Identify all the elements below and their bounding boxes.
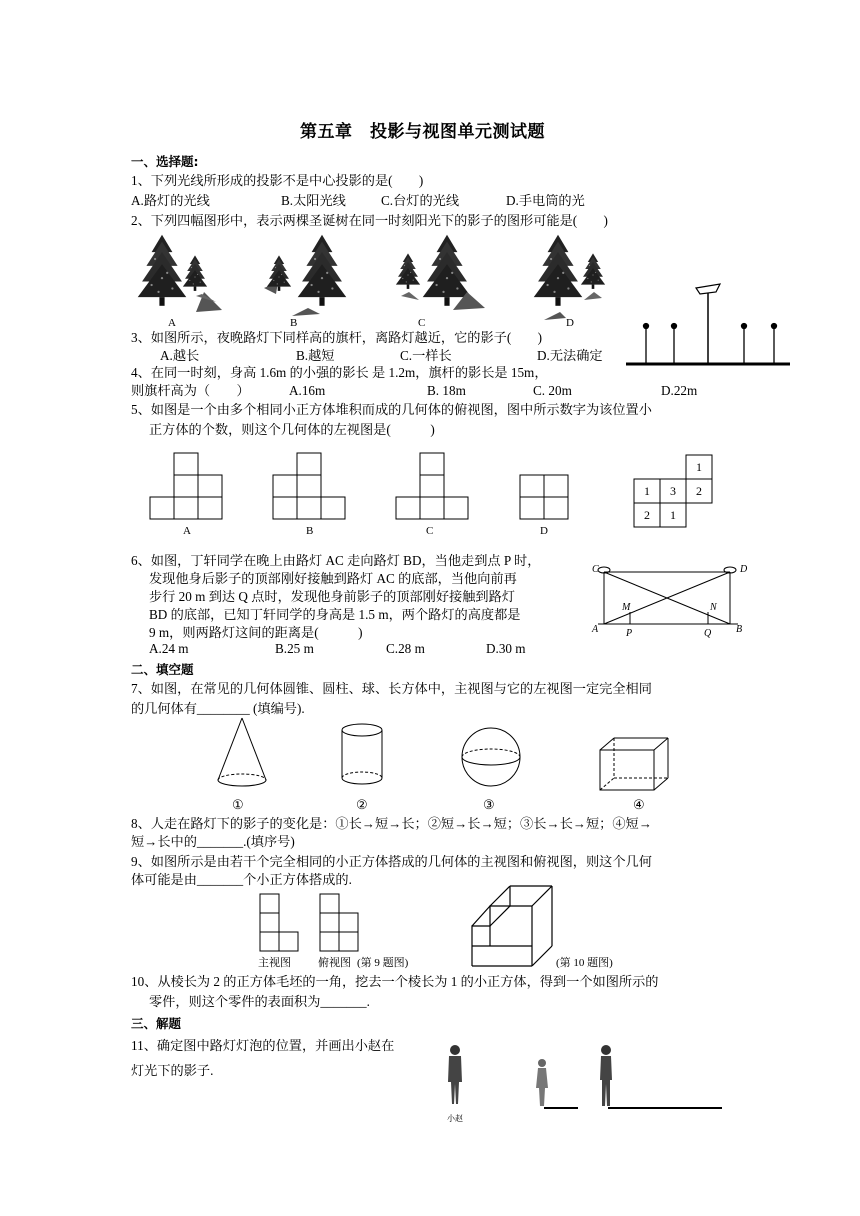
q4-opt-a: A.16m <box>289 383 326 398</box>
q1-opt-c: C.台灯的光线 <box>381 193 460 208</box>
q1-opt-d: D.手电筒的光 <box>506 193 585 208</box>
q5-label-b: B <box>306 525 314 537</box>
q7-line1: 7、如图，在常见的几何体圆锥、圆柱、球、长方体中，主视图与它的左视图一定完全相同 <box>131 681 652 696</box>
q5-line1: 5、如图是一个由多个相同小正方体堆积而成的几何体的俯视图，图中所示数字为该位置小 <box>131 402 652 417</box>
fig6-label-m: M <box>622 602 631 613</box>
q9-main-label: 主视图 <box>258 957 291 969</box>
q3-stem: 3、如图所示，夜晚路灯下同样高的旗杆，离路灯越近，它的影子( ) <box>131 330 542 345</box>
fig6-label-c: C <box>592 564 599 575</box>
q4-opt-c: C. 20m <box>533 383 572 398</box>
q10-line1: 10、从棱长为 2 的正方体毛坯的一角，挖去一个棱长为 1 的小正方体，得到一个如图所示的 <box>131 974 659 989</box>
q8-line2: 短→长中的_______.(填序号) <box>131 834 295 849</box>
grid-cell-5: 2 <box>644 508 650 522</box>
fig6-label-b: B <box>736 624 743 635</box>
q2-label-c: C <box>418 317 426 329</box>
q7-label-2: ② <box>356 797 368 812</box>
q9-line1: 9、如图所示是由若干个完全相同的小正方体搭成的几何体的主视图和俯视图，则这个几何 <box>131 854 652 869</box>
main-view-figure <box>258 892 302 952</box>
grid-cell-2: 1 <box>644 484 650 498</box>
q2-stem: 2、下列四幅图形中，表示两棵圣诞树在同一时刻阳光下的影子的图形可能是( ) <box>131 213 608 228</box>
cut-cube-figure <box>470 884 554 968</box>
q1-opt-a: A.路灯的光线 <box>131 193 210 208</box>
q6-opt-a: A.24 m <box>149 641 189 656</box>
q7-label-4: ④ <box>633 797 645 812</box>
cylinder-figure <box>340 722 384 788</box>
grid-cell-1: 1 <box>696 460 702 474</box>
q3-opt-d: D.无法确定 <box>537 348 603 363</box>
q5-label-d: D <box>540 525 548 537</box>
fig6-label-a: A <box>592 624 599 635</box>
top-view-grid <box>634 455 714 531</box>
q4-line2: 则旗杆高为（ ） <box>131 383 250 398</box>
view-option-c <box>396 453 468 523</box>
tree-figure-a <box>136 230 226 322</box>
tree-figure-d <box>532 230 624 322</box>
q5-line2: 正方体的个数，则这个几何体的左视图是( ) <box>149 422 435 437</box>
view-option-d <box>520 475 568 521</box>
cone-figure <box>216 716 268 790</box>
q5-label-c: C <box>426 525 434 537</box>
q10-line2: 零件，则这个零件的表面积为_______. <box>149 994 370 1009</box>
q1-opt-b: B.太阳光线 <box>281 193 346 208</box>
page-title: 第五章 投影与视图单元测试题 <box>300 122 545 142</box>
q6-opt-c: C.28 m <box>386 641 425 656</box>
q4-opt-d: D.22m <box>661 383 698 398</box>
tree-figure-b <box>262 230 352 322</box>
q6-line3: 步行 20 m 到达 Q 点时，发现他身前影子的顶部刚好接触到路灯 <box>149 589 515 604</box>
q3-opt-c: C.一样长 <box>400 348 452 363</box>
q3-opt-a: A.越长 <box>160 348 200 363</box>
q1-stem: 1、下列光线所形成的投影不是中心投影的是( ) <box>131 173 424 188</box>
q2-label-b: B <box>290 317 298 329</box>
tree-figure-c <box>395 230 487 322</box>
q7-label-3: ③ <box>483 797 495 812</box>
q6-line4: BD 的底部，已知丁轩同学的身高是 1.5 m，两个路灯的高度都是 <box>149 607 521 622</box>
person-name-label: 小赵 <box>447 1114 463 1123</box>
lamp-shadow-figure <box>590 560 760 642</box>
fig6-label-p: P <box>626 628 633 639</box>
q6-line2: 发现他身后影子的顶部刚好接触到路灯 AC 的底部，当他向前再 <box>149 571 517 586</box>
view-option-b <box>273 453 345 523</box>
q9-fig-caption: (第 9 题图) <box>357 957 409 969</box>
section-fill: 二、填空题 <box>131 662 194 677</box>
q4-line1: 4、在同一时刻，身高 1.6m 的小强的影长 是 1.2m，旗杆的影长是 15m， <box>131 365 548 380</box>
person-figure-2 <box>530 1058 580 1112</box>
top-view-figure <box>318 892 362 952</box>
q2-label-a: A <box>168 317 176 329</box>
section-solve: 三、解题 <box>131 1016 182 1031</box>
q6-line1: 6、如图，丁轩同学在晚上由路灯 AC 走向路灯 BD，当他走到点 P 时， <box>131 553 541 568</box>
cuboid-figure <box>598 736 672 794</box>
q9-top-label: 俯视图 <box>318 957 351 969</box>
q11-line1: 11、确定图中路灯灯泡的位置，并画出小赵在 <box>131 1038 395 1053</box>
q11-line2: 灯光下的影子. <box>131 1063 214 1078</box>
q5-label-a: A <box>183 525 191 537</box>
q6-opt-b: B.25 m <box>275 641 314 656</box>
q9-line2: 体可能是由_______个小正方体搭成的. <box>131 872 352 887</box>
fig6-label-n: N <box>710 602 717 613</box>
streetlight-figure <box>626 278 792 368</box>
person-figure-3 <box>598 1044 724 1112</box>
q7-line2: 的几何体有________ (填编号). <box>131 701 305 716</box>
q2-label-d: D <box>566 317 574 329</box>
q8-line1: 8、人走在路灯下的影子的变化是：①长→短→长；②短→长→短；③长→长→短；④短→ <box>131 816 652 831</box>
grid-cell-6: 1 <box>670 508 676 522</box>
q7-label-1: ① <box>232 797 244 812</box>
q6-line5: 9 m，则两路灯这间的距离是( ) <box>149 625 363 640</box>
grid-cell-3: 3 <box>670 484 676 498</box>
fig6-label-q: Q <box>704 628 712 639</box>
person-xiaozhao <box>444 1044 466 1110</box>
q3-opt-b: B.越短 <box>296 348 335 363</box>
q6-opt-d: D.30 m <box>486 641 526 656</box>
q4-opt-b: B. 18m <box>427 383 466 398</box>
grid-cell-4: 2 <box>696 484 702 498</box>
view-option-a <box>150 453 222 523</box>
sphere-figure <box>460 726 522 788</box>
q10-fig-caption: (第 10 题图) <box>556 957 613 969</box>
section-choice: 一、选择题: <box>131 154 199 169</box>
fig6-label-d: D <box>740 564 748 575</box>
